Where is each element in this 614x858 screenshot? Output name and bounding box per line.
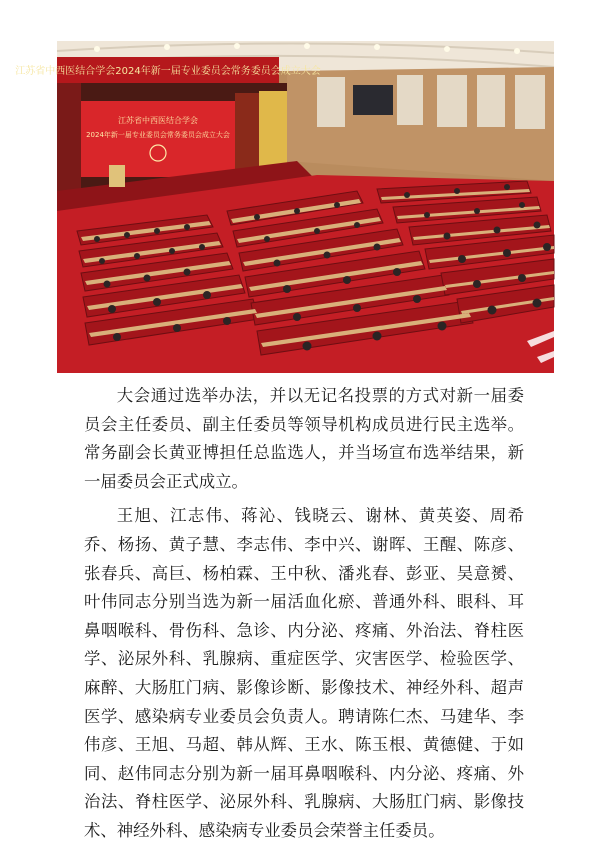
paragraph-election: 大会通过选举办法，并以无记名投票的方式对新一届委员会主任委员、副主任委员等领导机构成员进行民主选举。常务副会长黄亚博担任总监选人，并当场宣布选举结果，新一届委员会正式成立。 xyxy=(84,386,524,491)
screen-subtitle: 2024年新一届专业委员会常务委员会成立大会 xyxy=(86,131,230,139)
conference-hall-illustration xyxy=(15,41,554,373)
banner-text: 江苏省中西医结合学会2024年新一届专业委员会常务委员会成立大会 xyxy=(15,66,321,77)
conference-photo xyxy=(15,41,554,373)
screen-title: 江苏省中西医结合学会 xyxy=(118,116,198,125)
stage-screen xyxy=(81,101,235,177)
article-body xyxy=(84,382,524,846)
podium xyxy=(109,165,125,187)
wall-monitor xyxy=(353,85,393,115)
paragraph-appointments: 王旭、江志伟、蒋沁、钱晓云、谢林、黄英姿、周希乔、杨扬、黄子慧、李志伟、李中兴、谢晖、王醒、陈彦、张春兵、高巨、杨柏霖、王中秋、潘兆春、彭亚、吴意赟、叶伟同志分别当选为新一届活血化瘀、普通外科、眼科、耳鼻咽喉科、骨伤科、急诊、内分泌、疼痛、外治法、脊柱医学、泌尿外科、乳腺病、重症医学、灾害医学、检验医学、麻醉、大肠肛门病、影像诊断、影像技术、神经外科、超声医学、感染病专业委员会负责人。聘请陈仁杰、马建华、李伟彦、王旭、马超、韩从辉、王水、陈玉根、黄德健、于如同、赵伟同志分别为新一届耳鼻咽喉科、内分泌、疼痛、外治法、脊柱医学、泌尿外科、乳腺病、大肠肛门病、影像技术、神经外科、感染病专业委员会荣誉主任委员。 xyxy=(84,506,524,840)
